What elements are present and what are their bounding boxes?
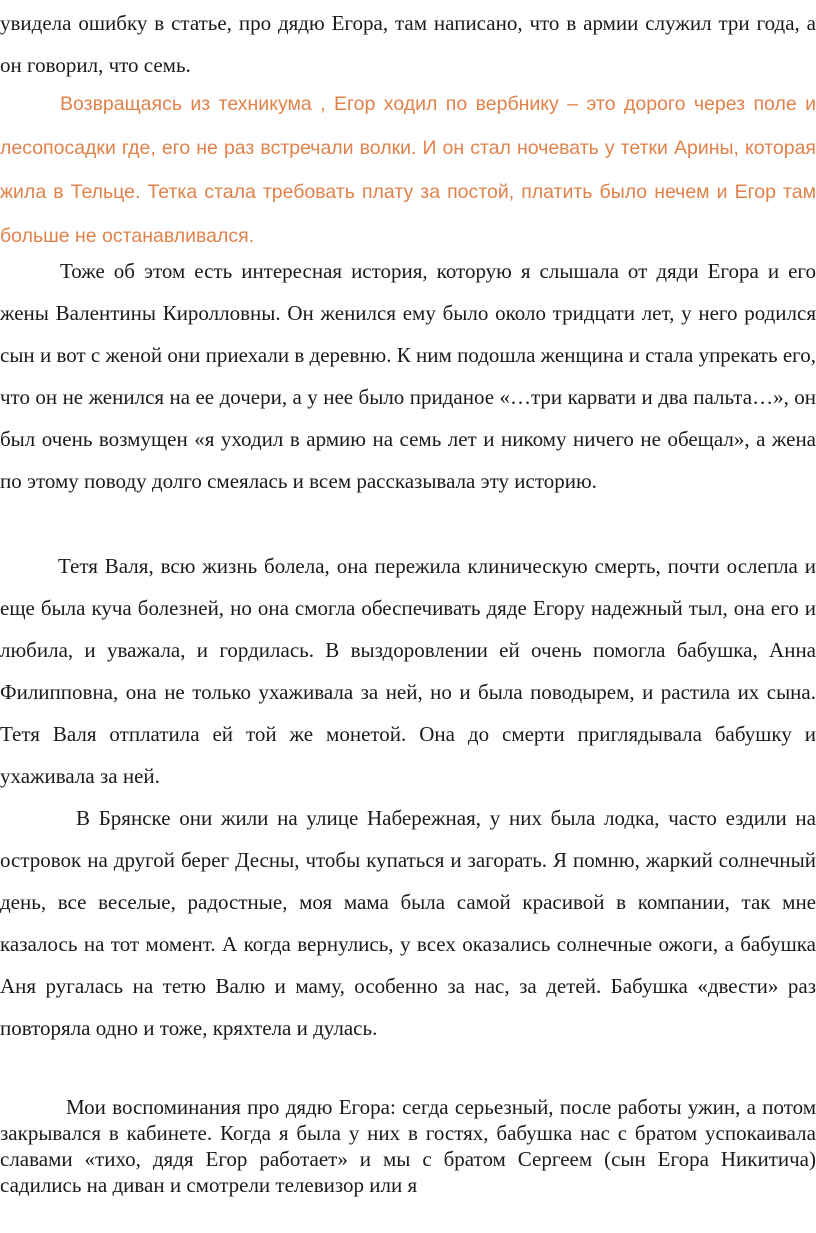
paragraph-technikum-highlighted: Возвращаясь из техникума , Егор ходил по вербнику – это дорого через поле и лесопосадки где, его не раз встречали волки. И он стал ночевать у тетки Арины, которая жила в Тельце. Тетка стала требовать плату за постой, платить было нечем и Егор там больше не останавливался. — [0, 93, 816, 247]
paragraph-bryansk: В Брянске они жили на улице Набережная, у них была лодка, часто ездили на островок на другой берег Десны, чтобы купаться и загорать. Я помню, жаркий солнечный день, все веселые, радостные, моя мама была самой красивой в компании, так мне казалось на тот момент. А когда вернулись, у всех оказались солнечные ожоги, а бабушка Аня ругалась на тетю Валю и маму, особенно за нас, за детей. Бабушка «двести» раз повторяла одно и тоже, кряхтела и дулась. — [0, 806, 816, 1040]
paragraph-dowry-story: Тоже об этом есть интересная история, которую я слышала от дяди Егора и его жены Валентины Киролловны. Он женился ему было около тридцати лет, у него родился сын и вот с женой они приехали в деревню. К ним подошла женщина и стала упрекать его, что он не женился на ее дочери, а у нее было приданое «…три карвати и два пальта…», он был очень возмущен «я уходил в армию на семь лет и никому ничего не обещал», а жена по этому поводу долго смеялась и всем рассказывала эту историю. — [0, 259, 816, 493]
paragraph-memories: Мои воспоминания про дядю Егора: сегда серьезный, после работы ужин, а потом закрывался в кабинете. Когда я была у них в гостях, бабушка нас с братом успокаивала славами «тихо, дядя Егор работает» и мы с братом Сергеем (сын Егора Никитича) садились на диван и смотрели телевизор или я — [0, 1095, 816, 1197]
paragraph-army-service: увидела ошибку в статье, про дядю Егора, там написано, что в армии служил три года, а он говорил, что семь. — [0, 11, 816, 77]
paragraph-aunt-valya: Тетя Валя, всю жизнь болела, она пережила клиническую смерть, почти ослепла и еще была куча болезней, но она смогла обеспечивать дяде Егору надежный тыл, она его и любила, и уважала, и гордилась. В выздоровлении ей очень помогла бабушка, Анна Филипповна, она не только ухаживала за ней, но и была поводырем, и растила их сына. Тетя Валя отплатила ей той же монетой. Она до смерти приглядывала бабушку и ухаживала за ней. — [0, 554, 816, 788]
